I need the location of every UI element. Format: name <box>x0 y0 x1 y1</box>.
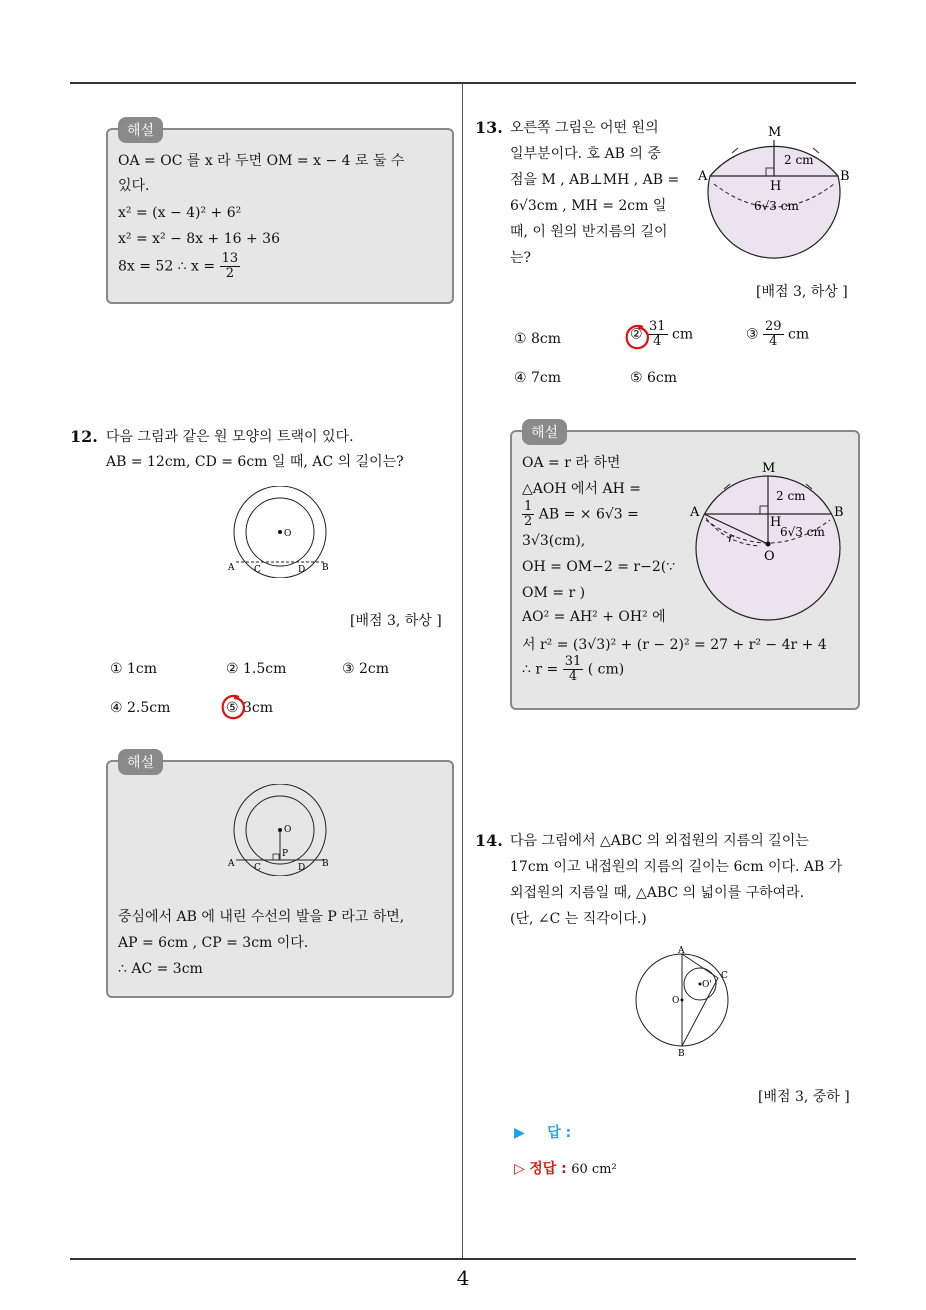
q13-label-ab: 6√3 cm <box>754 199 799 213</box>
q12-answer-mark-icon <box>219 693 247 723</box>
s13-half-1-den: 2 <box>524 514 533 529</box>
s12-label-c: C <box>254 863 261 873</box>
s13-line-9-text: ∴ r = <box>522 661 559 678</box>
s12-label-o: O <box>284 825 292 835</box>
s13-line-3-text: AB = × 6√3 = <box>538 506 639 523</box>
q13-line-2: 일부분이다. 호 AB 의 중 <box>510 146 661 162</box>
s11-line-2: 있다. <box>118 178 150 194</box>
q13-choice-5[interactable]: ⑤ 6cm <box>630 370 678 386</box>
q12-line-2: AB = 12cm, CD = 6cm 일 때, AC 의 길이는? <box>106 454 404 470</box>
q12-choice-1[interactable]: ① 1cm <box>110 661 158 677</box>
s13-half-1-num: 1 <box>524 499 533 514</box>
s13-line-1: OA = r 라 하면 <box>522 455 621 471</box>
q14-answer-row <box>514 1122 571 1142</box>
s13-line-4: 3√3(cm), <box>522 533 586 549</box>
s13-line-8: 서 r² = (3√3)² + (r − 2)² = 27 + r² − 4r + 4 <box>522 637 827 653</box>
question-number-12: 12. <box>70 427 98 446</box>
correct-arrow-icon: ▷ <box>514 1161 525 1177</box>
q13-circle-diagram <box>696 118 862 282</box>
s11-frac-num: 13 <box>221 251 239 266</box>
s12-track-diagram <box>226 784 338 876</box>
q13-line-5: 때, 이 원의 반지름의 길이 <box>510 224 668 240</box>
bottom-rule <box>70 1258 856 1260</box>
q13-c3-unit: cm <box>788 326 810 343</box>
q13-label-m: M <box>768 125 782 140</box>
solution-tag-11: 해설 <box>118 117 163 143</box>
s13-half-1 <box>522 500 534 529</box>
s11-eq-3-text: 8x = 52 ∴ x = <box>118 258 216 275</box>
column-divider <box>462 84 463 1260</box>
correct-value: 60 cm² <box>571 1162 617 1177</box>
solution-tag-12: 해설 <box>118 749 163 775</box>
s13-line-6: OM = r ) <box>522 585 586 601</box>
s13-line-3 <box>522 500 639 529</box>
q12-label-d: D <box>298 565 306 575</box>
question-number-13: 13. <box>475 118 503 137</box>
q13-choice-1[interactable]: ① 8cm <box>514 331 562 347</box>
s13-line-7: AO² = AH² + OH² 에 <box>522 609 666 625</box>
q13-c3-den: 4 <box>769 334 778 349</box>
s13-line-2: △AOH 에서 AH = <box>522 481 642 497</box>
s13-label-r: r <box>728 531 734 545</box>
q12-choice-4[interactable]: ④ 2.5cm <box>110 700 171 716</box>
q12-label-b: B <box>322 563 329 573</box>
q12-line-1: 다음 그림과 같은 원 모양의 트랙이 있다. <box>106 429 354 445</box>
s12-label-d: D <box>298 863 306 873</box>
q13-line-6: 는? <box>510 250 532 266</box>
q13-label-mh: 2 cm <box>784 153 814 167</box>
s13-ans-num: 31 <box>564 654 582 669</box>
q13-choice-3-fraction <box>763 320 784 349</box>
s11-eq-2: x² = x² − 8x + 16 + 36 <box>118 231 280 247</box>
q14-correct-row <box>514 1158 617 1178</box>
answer-label: 답 : <box>547 1125 572 1141</box>
s11-line-1: OA = OC 를 x 라 두면 OM = x − 4 로 둘 수 <box>118 153 405 169</box>
q13-line-3: 점을 M , AB⊥MH , AB = <box>510 172 680 188</box>
q13-choice-3-marker: ③ <box>746 326 759 343</box>
s12-label-b: B <box>322 859 329 869</box>
s13-line-5: OH = OM−2 = r−2(∵ <box>522 559 676 575</box>
s11-frac-den: 2 <box>225 266 234 281</box>
q13-source: [배점 3, 하상 ] <box>756 284 848 300</box>
q13-c3-num: 29 <box>765 319 782 334</box>
q14-line-2: 17cm 이고 내접원의 지름의 길이는 6cm 이다. AB 가 <box>510 859 843 875</box>
q13-c2-den: 4 <box>653 334 662 349</box>
s13-label-h: H <box>770 515 782 530</box>
q14-line-1: 다음 그림에서 △ABC 의 외접원의 지름의 길이는 <box>510 833 809 849</box>
s13-label-a: A <box>690 505 700 520</box>
q14-triangle-diagram <box>632 944 736 1060</box>
q13-answer-mark-icon <box>623 323 651 353</box>
q12-source: [배점 3, 하상 ] <box>350 613 442 629</box>
q13-choice-3[interactable] <box>746 320 809 349</box>
q12-label-a: A <box>228 563 235 573</box>
q14-line-4: (단, ∠C 는 직각이다.) <box>510 911 647 927</box>
q12-choice-3[interactable]: ③ 2cm <box>342 661 390 677</box>
q12-track-diagram <box>226 486 338 578</box>
q13-line-4: 6√3cm , MH = 2cm 일 <box>510 198 667 214</box>
s13-ans-den: 4 <box>568 669 578 684</box>
s11-eq-3 <box>118 252 240 281</box>
s12-line-1: 중심에서 AB 에 내린 수선의 발을 P 라고 하면, <box>118 909 405 925</box>
q14-line-3: 외접원의 지름일 때, △ABC 의 넓이를 구하여라. <box>510 885 805 901</box>
q13-label-h: H <box>770 179 782 194</box>
q13-c2-num: 31 <box>649 319 666 334</box>
s12-label-a: A <box>228 859 235 869</box>
s11-fraction <box>220 252 241 281</box>
s12-label-p: P <box>282 849 289 859</box>
q12-choice-5[interactable]: ⑤ 3cm <box>226 700 274 716</box>
q12-label-o: O <box>284 529 292 539</box>
question-number-14: 14. <box>475 831 503 850</box>
top-rule <box>70 82 856 84</box>
s13-label-o: O <box>764 549 775 564</box>
page-number: 4 <box>456 1266 470 1290</box>
q12-label-c: C <box>254 565 261 575</box>
s13-answer-fraction <box>563 655 584 684</box>
answer-arrow-icon: ▶ <box>514 1125 525 1141</box>
q14-label-oprime: O' <box>702 980 712 990</box>
s13-circle-diagram <box>688 458 848 628</box>
q13-choice-2-marker: ② <box>630 326 643 343</box>
q13-c2-unit: cm <box>672 326 694 343</box>
q13-line-1: 오른쪽 그림은 어떤 원의 <box>510 120 659 136</box>
q13-label-b: B <box>840 169 850 184</box>
s13-label-b: B <box>834 505 844 520</box>
s13-label-ab: 6√3 cm <box>780 525 825 539</box>
s13-line-9-unit: ( cm) <box>587 661 625 678</box>
q13-choice-4[interactable]: ④ 7cm <box>514 370 562 386</box>
s13-line-9 <box>522 655 624 684</box>
q14-label-c: C <box>721 971 728 981</box>
q14-source: [배점 3, 중하 ] <box>758 1089 850 1105</box>
solution-tag-13: 해설 <box>522 419 567 445</box>
q14-label-a: A <box>678 946 685 956</box>
s13-label-m: M <box>762 461 776 476</box>
s12-line-2: AP = 6cm , CP = 3cm 이다. <box>118 935 309 951</box>
q14-label-o: O <box>672 996 680 1006</box>
q12-choice-2[interactable]: ② 1.5cm <box>226 661 287 677</box>
s12-line-3: ∴ AC = 3cm <box>118 961 203 977</box>
s11-eq-1: x² = (x − 4)² + 6² <box>118 205 242 221</box>
q13-label-a: A <box>698 169 708 184</box>
q14-label-b: B <box>678 1049 685 1059</box>
correct-label: 정답 : <box>529 1161 567 1177</box>
s13-label-mh: 2 cm <box>776 489 806 503</box>
